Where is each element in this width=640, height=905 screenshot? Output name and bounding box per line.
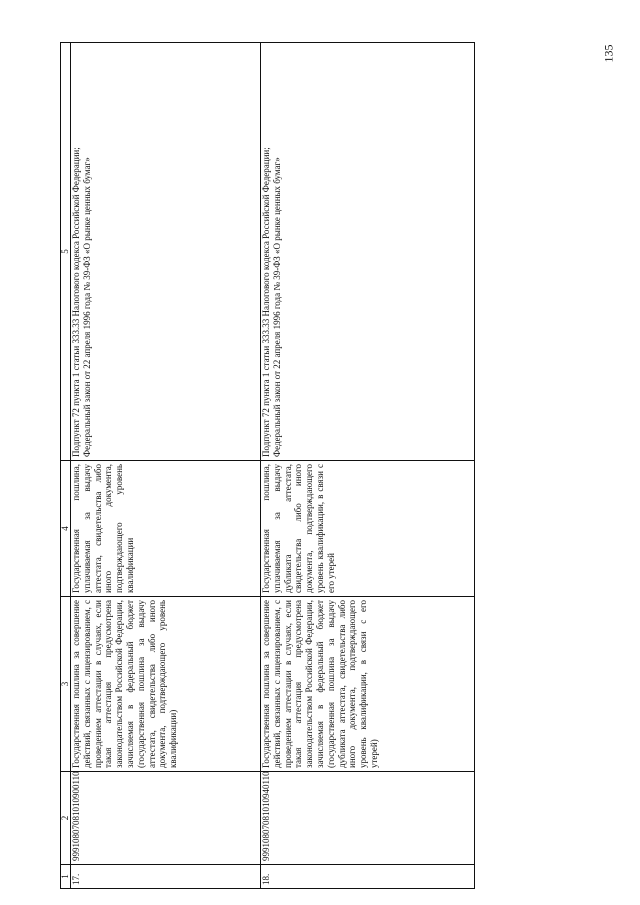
header-col-5: 5 (61, 43, 71, 461)
table-header-row (61, 43, 71, 889)
fee-short-name: Государственная пошлина, уплачиваемая за выдачу дубликата аттестата, свидетельства либо иного документа, подтверждающего уровень квалификации, в связи с его утерей (261, 461, 475, 597)
legal-basis-line: Федеральный закон от 22 апреля 1996 года № 39-ФЗ «О рынке ценных бумаг» (271, 157, 282, 457)
budget-code: 99910807081010940110 (261, 772, 475, 865)
fee-description: Государственная пошлина за совершение действий, связанных с лицензированием, с проведением аттестации в случаях, если такая аттестация предусмотрена законодательством Российской Федерации, зачисляемая в федеральный бюджет (государственная пошлина за выдачу аттестата, свидетельства либо иного документа, подтверждающего уровень квалификации) (71, 597, 261, 772)
rotated-table-container (60, 43, 474, 889)
header-col-4: 4 (61, 461, 71, 597)
row-number: 17. (71, 865, 261, 889)
budget-code: 99910807081010900110 (71, 772, 261, 865)
table-row (261, 43, 475, 889)
legal-basis-line: Федеральный закон от 22 апреля 1996 года № 39-ФЗ «О рынке ценных бумаг» (81, 157, 92, 457)
table-row (71, 43, 261, 889)
row-number: 18. (261, 865, 475, 889)
legal-basis-line: Подпункт 72 пункта 1 статьи 333.33 Налогового кодекса Российской Федерации; (261, 147, 271, 457)
legal-basis (261, 43, 475, 461)
fee-description: Государственная пошлина за совершение действий, связанных с лицензированием, с проведением аттестации в случаях, если такая аттестация предусмотрена законодательством Российской Федерации, зачисляемая в федеральный бюджет (государственная пошлина за выдачу дубликата аттестата, свидетельства либо иного документа, подтверждающего уровень квалификации, в связи с его утерей) (261, 597, 475, 772)
page-number: 135 (601, 44, 616, 63)
header-col-1: 1 (61, 865, 71, 889)
header-col-2: 2 (61, 772, 71, 865)
fees-table (60, 42, 475, 889)
legal-basis-line: Подпункт 72 пункта 1 статьи 333.33 Налогового кодекса Российской Федерации; (71, 147, 81, 457)
header-col-3: 3 (61, 597, 71, 772)
legal-basis (71, 43, 261, 461)
fee-short-name: Государственная пошлина, уплачиваемая за выдачу аттестата, свидетельства либо иного документа, подтверждающего уровень квалификации (71, 461, 261, 597)
